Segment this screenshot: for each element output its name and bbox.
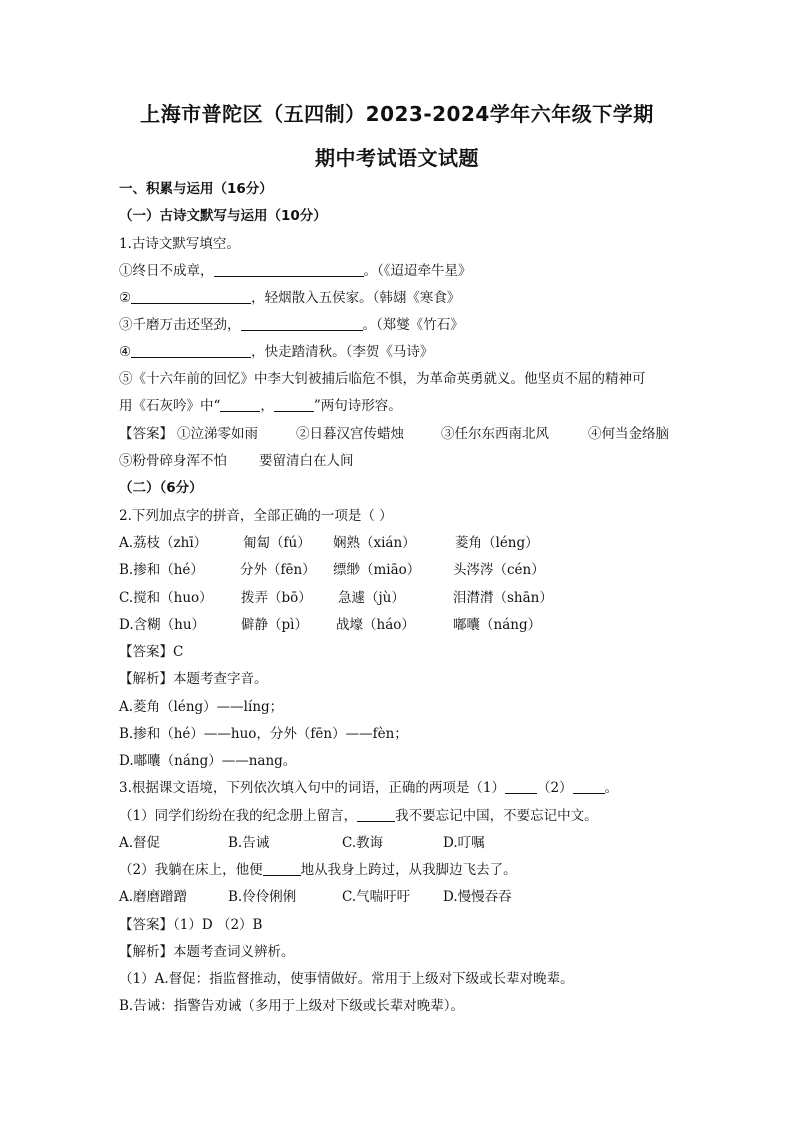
analysis-line: D.嘟囔（náng）——nang。 xyxy=(119,753,297,769)
option-cell: D.慢慢吞吞 xyxy=(443,889,512,905)
answer-blank xyxy=(214,262,364,277)
option-cell: 拨弄（bō） xyxy=(241,590,312,606)
fill-item-5-line2: 用《石灰吟》中“ ， ”两句诗形容。 xyxy=(119,398,402,414)
option-cell: D.含糊（hu） xyxy=(119,617,206,633)
question-sentence: （1）同学们纷纷在我的纪念册上留言， 我不要忘记中国，不要忘记中文。 xyxy=(119,808,598,824)
analysis-line: （1）A.督促：指监督推动，使事情做好。常用于上级对下级或长辈对晚辈。 xyxy=(119,971,574,987)
answer-blank xyxy=(131,289,251,304)
answer-item: 要留清白在人间 xyxy=(259,453,354,469)
answer-item: ③任尔东西南北风 xyxy=(441,426,549,442)
analysis-line: 【解析】本题考查字音。 xyxy=(119,671,268,687)
option-cell: A.督促 xyxy=(119,835,161,851)
fill-item-5-line1: ⑤《十六年前的回忆》中李大钊被捕后临危不惧，为革命英勇就义。他坚贞不屈的精神可 xyxy=(119,371,646,387)
subsection-heading: （一）古诗文默写与运用（10分） xyxy=(119,208,327,224)
subsection-heading: （二）（6分） xyxy=(119,480,203,496)
option-cell: 僻静（pì） xyxy=(241,617,308,633)
option-cell: D.叮嘱 xyxy=(443,835,485,851)
option-cell: B.告诫 xyxy=(228,835,270,851)
answer-item: ②日暮汉宫传蜡烛 xyxy=(296,426,404,442)
option-cell: 缥缈（miāo） xyxy=(333,562,421,578)
answer-item: ①泣涕零如雨 xyxy=(177,426,258,442)
option-cell: B.掺和（hé） xyxy=(119,562,204,578)
question-stem: 1.古诗文默写填空。 xyxy=(119,236,240,252)
answer-blank xyxy=(357,807,395,822)
fill-item-4: ④ ，快走踏清秋。（李贺《马诗》 xyxy=(119,344,434,360)
option-cell: 泪潸潸（shān） xyxy=(453,590,553,606)
analysis-line: 【解析】本题考查词义辨析。 xyxy=(119,944,295,960)
answer-blank xyxy=(220,397,260,412)
answer-blank xyxy=(241,316,363,331)
section-heading: 一、积累与运用（16分） xyxy=(119,181,273,197)
document-title-line2: 期中考试语文试题 xyxy=(315,146,479,170)
question-sentence: （2）我躺在床上，他便 地从我身上跨过，从我脚边飞去了。 xyxy=(119,862,517,878)
option-cell: A.磨磨蹭蹭 xyxy=(119,889,188,905)
question-stem: 3.根据课文语境，下列依次填入句中的词语，正确的两项是（1） （2） 。 xyxy=(119,780,619,796)
fill-item-3: ③千磨万击还坚劲， 。（郑燮《竹石》 xyxy=(119,317,464,333)
option-cell: C.气喘吁吁 xyxy=(342,889,411,905)
document-title-line1: 上海市普陀区（五四制）2023-2024学年六年级下学期 xyxy=(140,102,654,126)
option-cell: 嘟囔（náng） xyxy=(453,617,542,633)
fill-item-1: ①终日不成章， 。（《迢迢牵牛星》 xyxy=(119,263,472,279)
option-cell: 战壕（háo） xyxy=(336,617,415,633)
option-cell: B.伶伶俐俐 xyxy=(228,889,297,905)
answer-line: 【答案】C xyxy=(119,644,184,660)
option-cell: C.教诲 xyxy=(342,835,384,851)
option-cell: 娴熟（xián） xyxy=(333,535,416,551)
option-cell: 头涔涔（cén） xyxy=(453,562,545,578)
analysis-line: B.掺和（hé）——huo，分外（fēn）——fèn； xyxy=(119,726,408,742)
answer-blank xyxy=(274,397,314,412)
answer-blank xyxy=(573,779,605,794)
option-cell: 分外（fēn） xyxy=(240,562,316,578)
option-cell: 匍匐（fú） xyxy=(243,535,311,551)
answer-blank xyxy=(263,861,301,876)
option-cell: 急遽（jù） xyxy=(338,590,405,606)
fill-item-2: ② ，轻烟散入五侯家。（韩翃《寒食》 xyxy=(119,290,461,306)
option-cell: 菱角（léng） xyxy=(455,535,539,551)
answer-label: 【答案】 xyxy=(119,426,173,442)
option-cell: A.荔枝（zhī） xyxy=(119,535,208,551)
analysis-line: A.菱角（léng）——líng； xyxy=(119,699,284,715)
answer-item: ⑤粉骨碎身浑不怕 xyxy=(119,453,227,469)
question-stem: 2.下列加点字的拼音，全部正确的一项是（ ） xyxy=(119,508,393,524)
answer-item: ④何当金络脑 xyxy=(588,426,669,442)
answer-blank xyxy=(131,343,251,358)
answer-line: 【答案】（1）D （2）B xyxy=(119,917,263,933)
option-cell: C.搅和（huo） xyxy=(119,590,213,606)
answer-blank xyxy=(505,779,537,794)
analysis-line: B.告诫：指警告劝诫（多用于上级对下级或长辈对晚辈）。 xyxy=(119,998,464,1014)
